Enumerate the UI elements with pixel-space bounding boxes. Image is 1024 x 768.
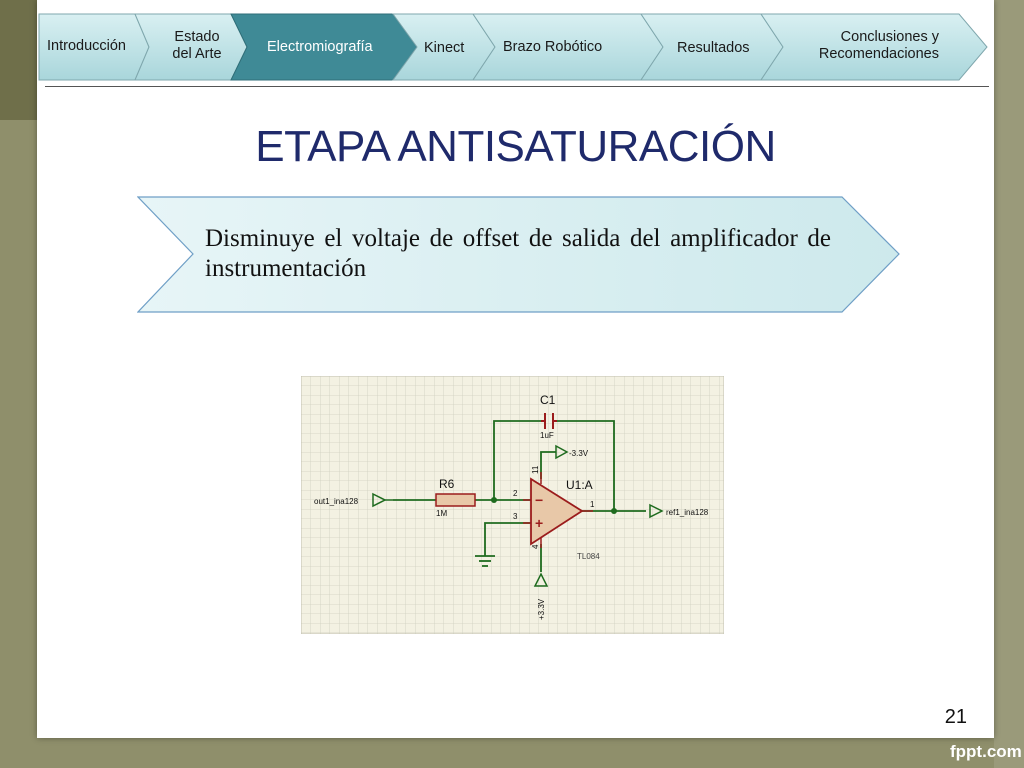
nav-divider	[45, 86, 989, 87]
nav-label-conclusiones-line1: Conclusiones y	[840, 29, 939, 45]
nav-label-conclusiones-line2: Recomendaciones	[818, 46, 939, 62]
nav-label-resultados: Resultados	[677, 40, 750, 56]
label-r6: R6	[439, 477, 455, 491]
label-output-net: ref1_ina128	[666, 508, 709, 517]
nav-label-conclusiones	[789, 29, 939, 63]
nav-label-kinect: Kinect	[424, 40, 465, 56]
callout-text: Disminuye el voltaje de offset de salida del amplificador de instrumentación	[205, 225, 831, 282]
nav-label-introduccion: Introducción	[47, 38, 126, 54]
label-u1a: U1:A	[566, 478, 593, 492]
label-r6-value: 1M	[436, 509, 448, 518]
background-edge	[994, 0, 1024, 768]
label-pin-2: 2	[513, 489, 518, 498]
label-pos-supply: +3.3V	[537, 598, 546, 620]
label-c1: C1	[540, 393, 556, 407]
nav-label-brazo-robotico: Brazo Robótico	[503, 39, 603, 55]
nav-label-electromiografia: Electromiografía	[267, 39, 373, 55]
label-pin-1: 1	[590, 500, 595, 509]
label-pin-11: 11	[531, 465, 540, 474]
junction-dot-input	[491, 497, 497, 503]
antisaturation-schematic	[301, 376, 724, 634]
watermark: fppt.com	[950, 742, 1022, 761]
label-input-net: out1_ina128	[314, 497, 359, 506]
label-c1-value: 1uF	[540, 431, 554, 440]
label-pin-4: 4	[531, 544, 540, 549]
label-pin-3: 3	[513, 512, 518, 521]
schematic-grid	[301, 376, 724, 634]
label-neg-supply: -3.3V	[569, 449, 589, 458]
slide-title: ETAPA ANTISATURACIÓN	[255, 122, 776, 171]
slide	[37, 0, 994, 738]
junction-dot-output	[611, 508, 617, 514]
section-nav	[37, 0, 994, 86]
opamp-minus-sign: −	[535, 492, 544, 508]
nav-label-estado	[161, 29, 233, 63]
opamp-plus-sign: +	[535, 515, 544, 531]
label-tl084: TL084	[577, 552, 600, 561]
nav-label-estado-line2: del Arte	[172, 46, 222, 62]
resistor-r6	[436, 494, 475, 506]
nav-label-estado-line1: Estado	[174, 29, 220, 45]
page-number: 21	[944, 706, 967, 728]
